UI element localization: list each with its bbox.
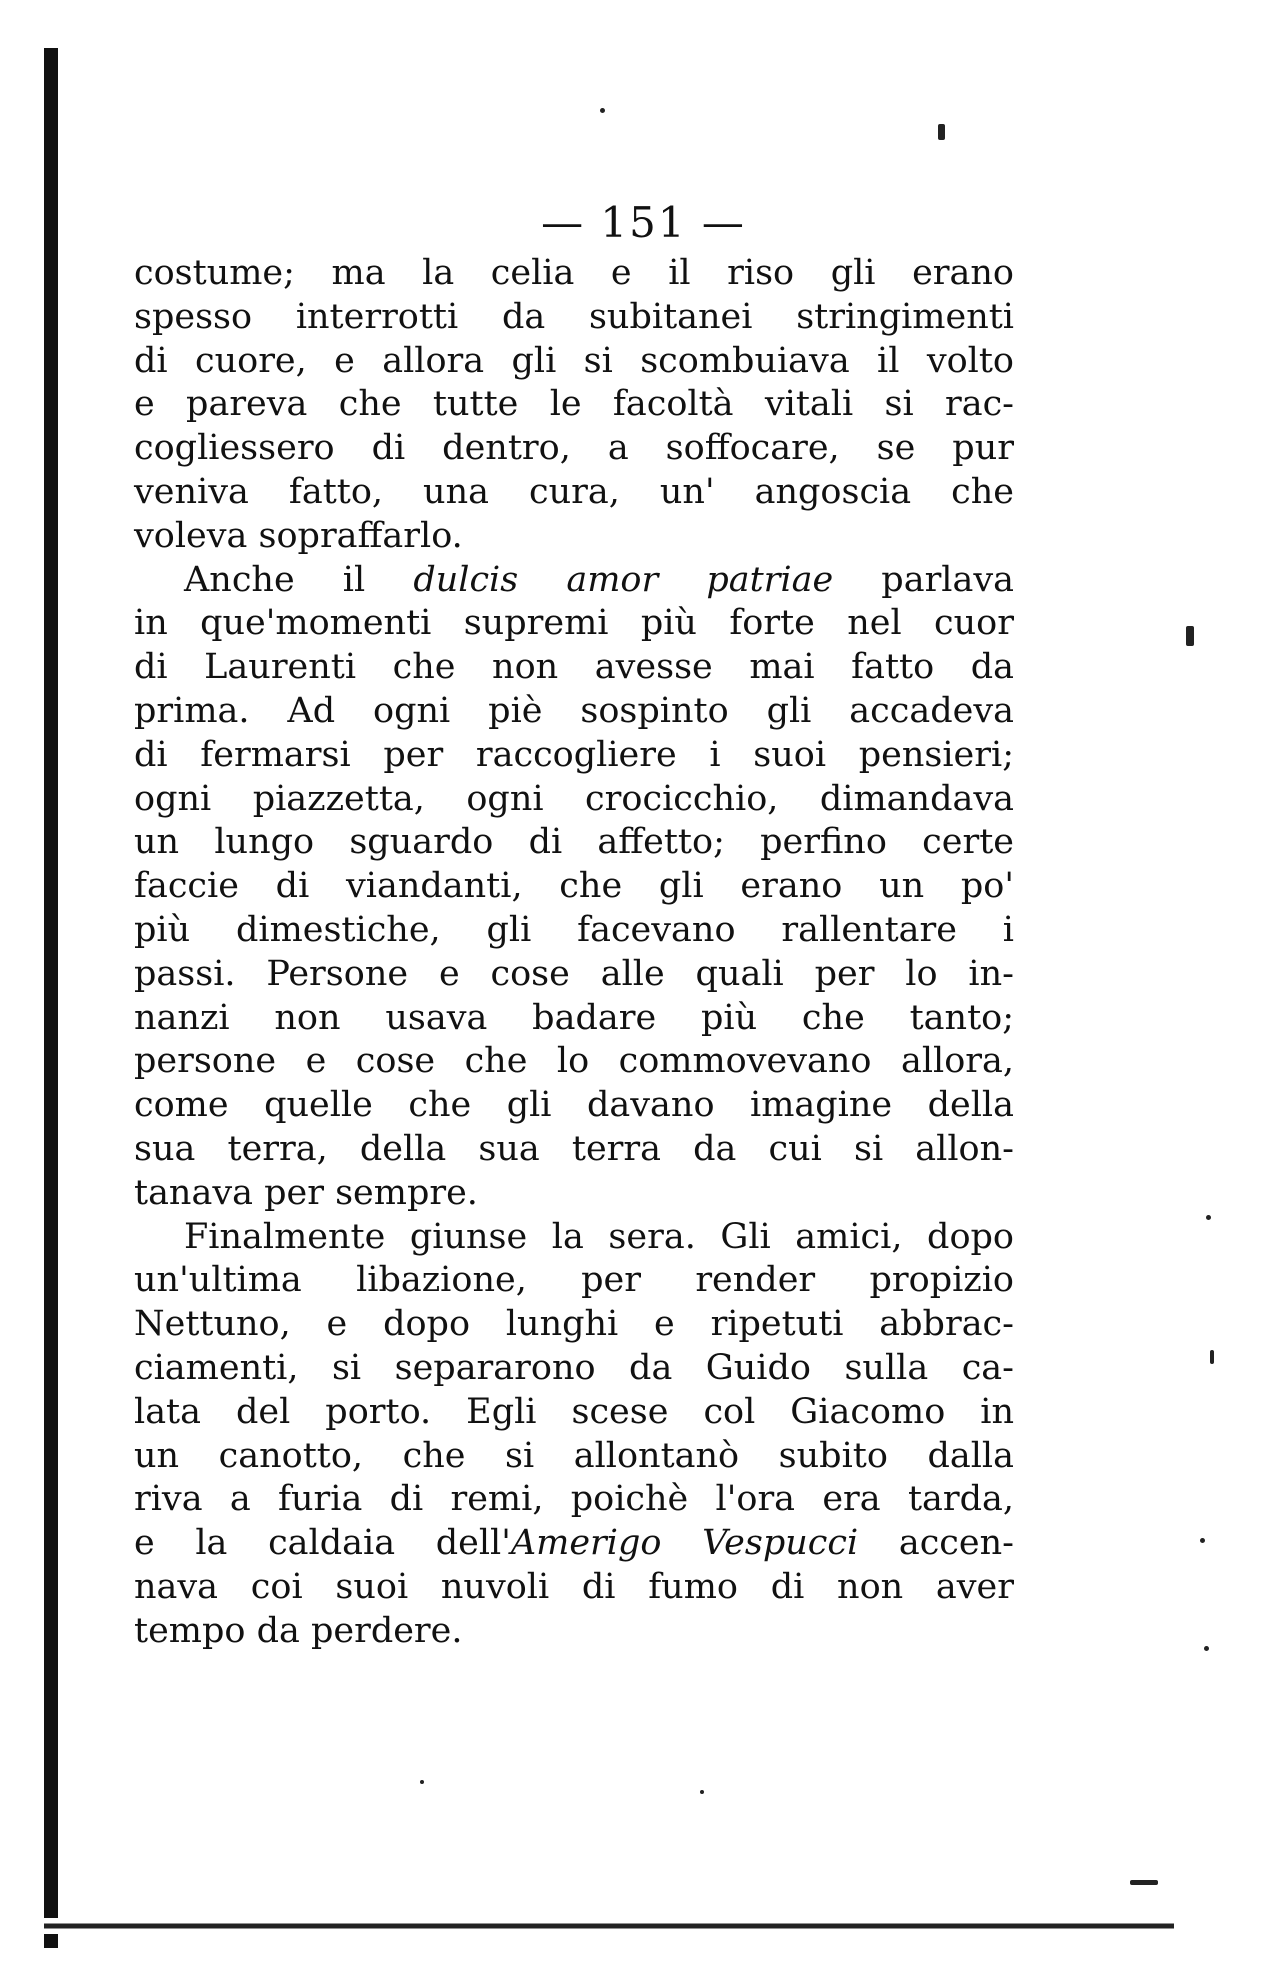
text-line: tempo da perdere. — [134, 1610, 463, 1651]
text-line: un'ultima libazione, per render propizio — [134, 1260, 1014, 1301]
text-line — [134, 1522, 1014, 1566]
text-line — [134, 559, 1014, 603]
text-line: tanava per sempre. — [134, 1172, 478, 1213]
text-line: di cuore, e allora gli si scombuiava il volto — [134, 340, 1014, 381]
scan-speck — [1200, 1538, 1205, 1543]
text-line: nava coi suoi nuvoli di fumo di non aver — [134, 1566, 1014, 1607]
text-line: sua terra, della sua terra da cui si allon- — [134, 1128, 1014, 1169]
scan-speck — [420, 1780, 424, 1784]
scan-speck — [1204, 1646, 1209, 1651]
scan-speck — [1210, 1350, 1214, 1364]
text-line: e pareva che tutte le facoltà vitali si rac- — [134, 384, 1014, 425]
text-line: passi. Persone e cose alle quali per lo in- — [134, 953, 1014, 994]
text-line: veniva fatto, una cura, un' angoscia che — [134, 471, 1014, 512]
body-text — [134, 252, 1014, 1654]
text-fragment: accen- — [858, 1523, 1014, 1564]
text-line: ciamenti, si separarono da Guido sulla ca- — [134, 1347, 1014, 1388]
text-line: Nettuno, e dopo lunghi e ripetuti abbrac- — [134, 1304, 1014, 1345]
latin-phrase: dulcis amor patriae — [413, 559, 834, 600]
scan-speck — [700, 1790, 704, 1794]
text-fragment: parlava — [833, 559, 1014, 600]
text-line: persone e cose che lo commovevano allora, — [134, 1041, 1014, 1082]
text-line: faccie di viandanti, che gli erano un po' — [134, 866, 1014, 907]
scan-speck — [1186, 626, 1194, 646]
scan-speck — [1130, 1880, 1158, 1885]
scan-speck — [1206, 1215, 1211, 1220]
text-line: Finalmente giunse la sera. Gli amici, dopo — [184, 1216, 1014, 1257]
scan-speck — [600, 108, 605, 113]
ship-name: Amerigo Vespucci — [510, 1523, 859, 1564]
text-line: di fermarsi per raccogliere i suoi pensieri; — [134, 734, 1014, 775]
page-number: — 151 — — [541, 198, 746, 247]
text-line: voleva sopraffarlo. — [134, 515, 463, 556]
text-line: prima. Ad ogni piè sospinto gli accadeva — [134, 690, 1014, 731]
text-line: in que'momenti supremi più forte nel cuor — [134, 603, 1014, 644]
text-line: riva a furia di remi, poichè l'ora era tarda, — [134, 1479, 1014, 1520]
scan-speck — [938, 124, 945, 140]
text-line: come quelle che gli davano imagine della — [134, 1085, 1014, 1126]
text-line: lata del porto. Egli scese col Giacomo in — [134, 1391, 1014, 1432]
page-bottom-edge-shadow — [44, 1918, 1174, 1934]
page-left-edge-shadow — [44, 48, 58, 1948]
text-line: più dimestiche, gli facevano rallentare i — [134, 909, 1014, 950]
text-line: nanzi non usava badare più che tanto; — [134, 997, 1014, 1038]
text-line: spesso interrotti da subitanei stringimenti — [134, 296, 1014, 337]
text-line: ogni piazzetta, ogni crocicchio, dimandava — [134, 778, 1014, 819]
text-line: cogliessero di dentro, a soffocare, se pur — [134, 428, 1014, 469]
text-fragment: e la caldaia dell' — [134, 1523, 511, 1564]
text-fragment: Anche il — [184, 559, 414, 600]
text-line: un lungo sguardo di affetto; perfino certe — [134, 822, 1014, 863]
text-line: di Laurenti che non avesse mai fatto da — [134, 647, 1014, 688]
text-line: un canotto, che si allontanò subito dalla — [134, 1435, 1014, 1476]
text-line: costume; ma la celia e il riso gli erano — [134, 253, 1014, 293]
